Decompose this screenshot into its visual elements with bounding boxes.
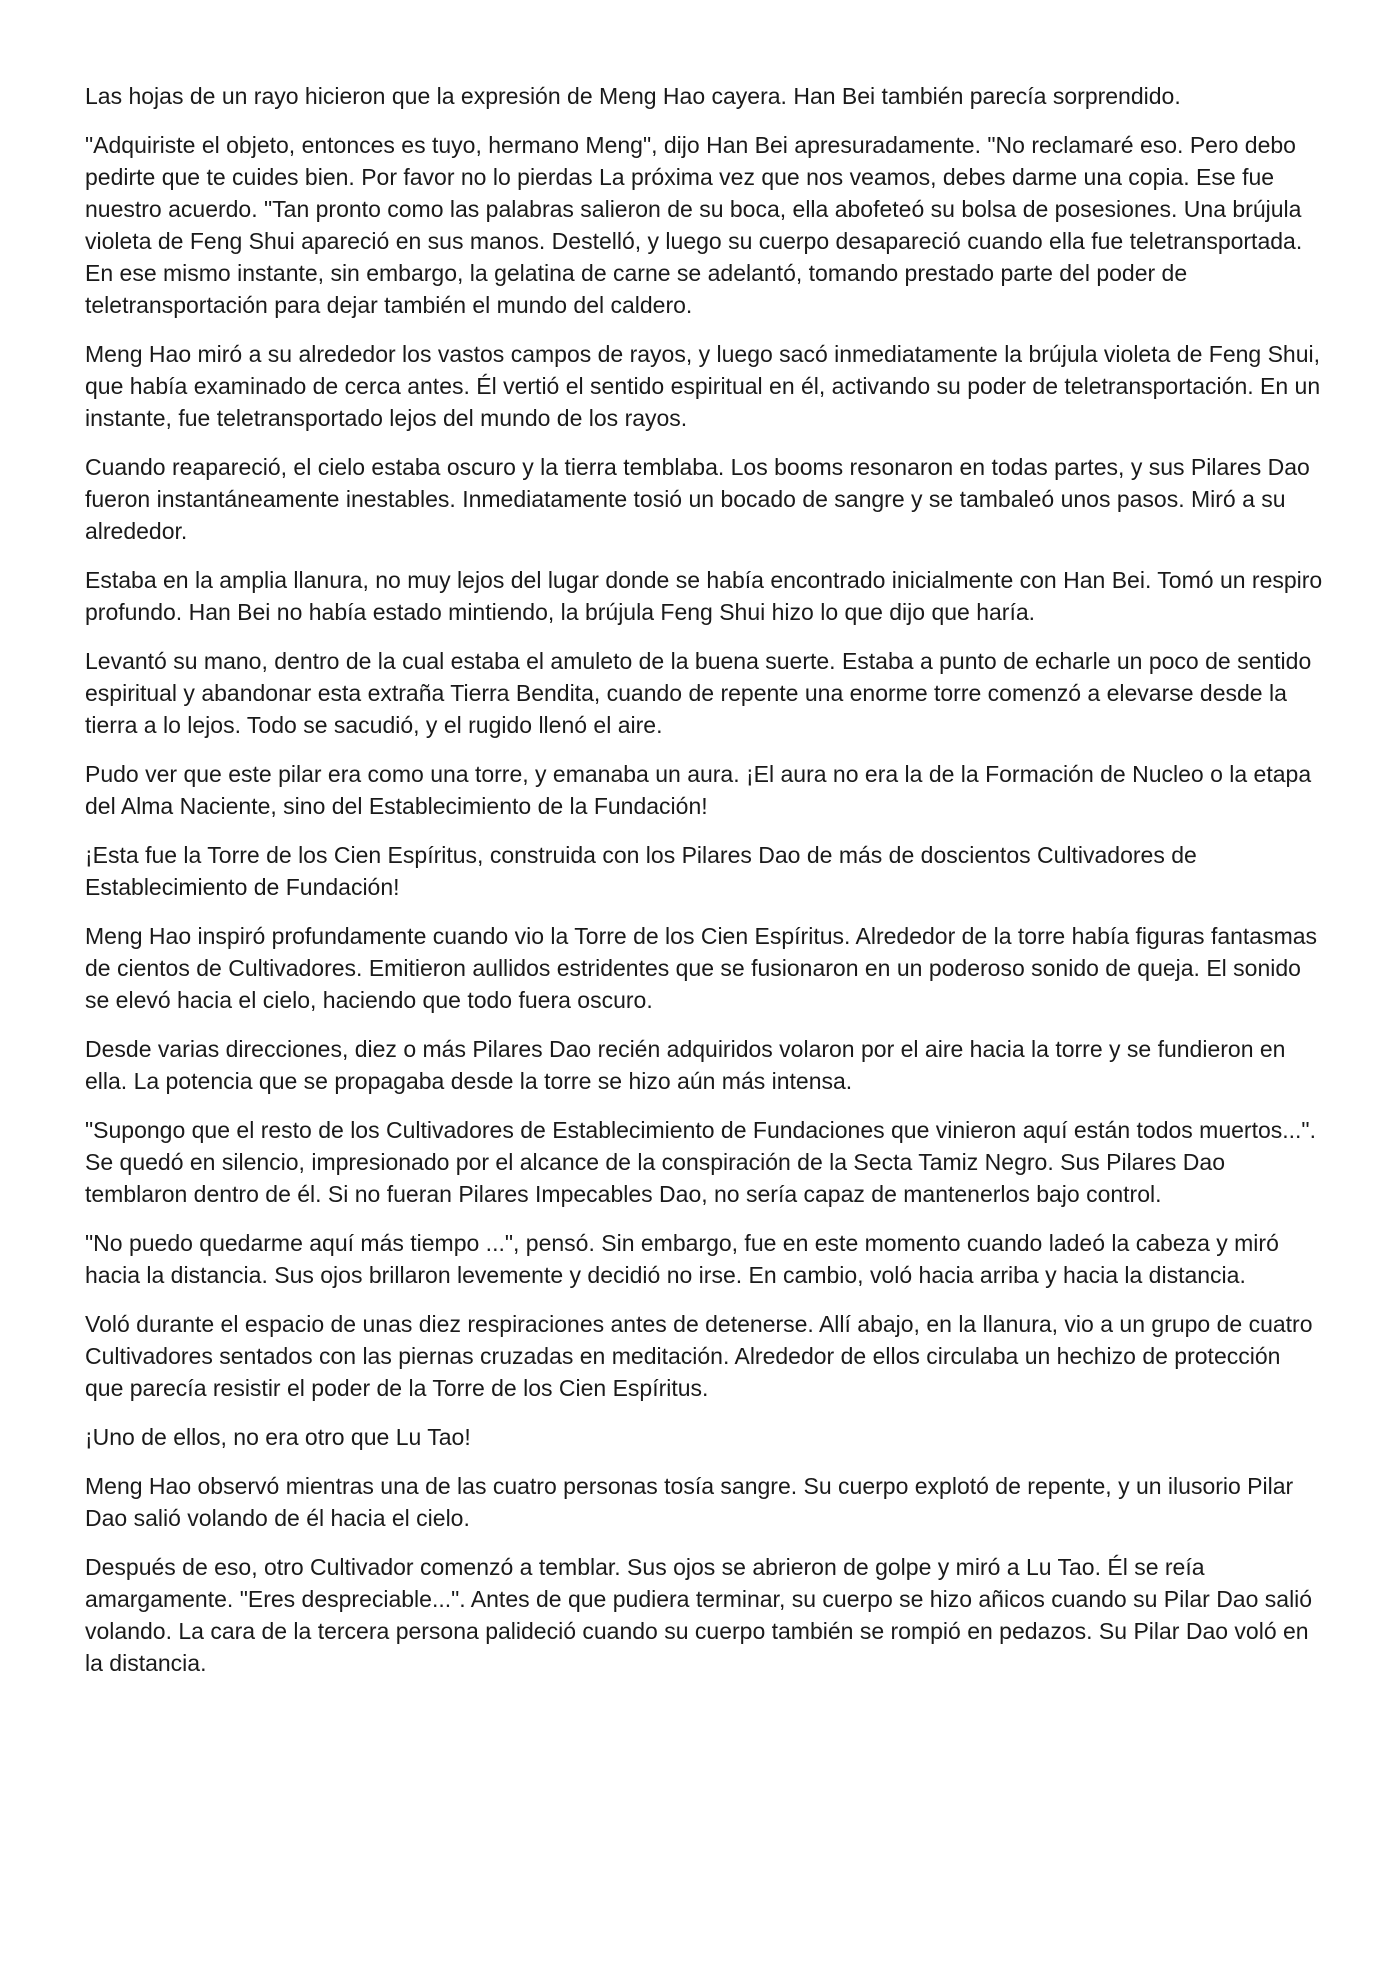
- paragraph-9: Meng Hao inspiró profundamente cuando vio la Torre de los Cien Espíritus. Alrededor de la torre había figuras fantasmas de cientos de Cultivadores. Emitieron aullidos estridentes que se fusionaron en un poderoso sonido de queja. El sonido se elevó hacia el cielo, haciendo que todo fuera oscuro.: [85, 923, 1318, 1013]
- paragraph-14: ¡Uno de ellos, no era otro que Lu Tao!: [85, 1424, 471, 1450]
- paragraph-15: Meng Hao observó mientras una de las cuatro personas tosía sangre. Su cuerpo explotó de repente, y un ilusorio Pilar Dao salió volando de él hacia el cielo.: [85, 1473, 1294, 1531]
- paragraph-13: Voló durante el espacio de unas diez respiraciones antes de detenerse. Allí abajo, en la llanura, vio a un grupo de cuatro Cultivadores sentados con las piernas cruzadas en meditación. Alrededor de ellos circulaba un hechizo de protección que parecía resistir el poder de la Torre de los Cien Espíritus.: [85, 1311, 1313, 1401]
- paragraph-1: Las hojas de un rayo hicieron que la expresión de Meng Hao cayera. Han Bei también parecía sorprendido.: [85, 83, 1181, 109]
- paragraph-11: "Supongo que el resto de los Cultivadores de Establecimiento de Fundaciones que vinieron aquí están todos muertos...". Se quedó en silencio, impresionado por el alcance de la conspiración de la Secta Tamiz Negro. Sus Pilares Dao temblaron dentro de él. Si no fueran Pilares Impecables Dao, no sería capaz de mantenerlos bajo control.: [85, 1117, 1316, 1207]
- paragraph-6: Levantó su mano, dentro de la cual estaba el amuleto de la buena suerte. Estaba a punto de echarle un poco de sentido espiritual y abandonar esta extraña Tierra Bendita, cuando de repente una enorme torre comenzó a elevarse desde la tierra a lo lejos. Todo se sacudió, y el rugido llenó el aire.: [85, 648, 1312, 738]
- document-page: [85, 80, 1325, 1696]
- paragraph-12: "No puedo quedarme aquí más tiempo ...", pensó. Sin embargo, fue en este momento cuando ladeó la cabeza y miró hacia la distancia. Sus ojos brillaron levemente y decidió no irse. En cambio, voló hacia arriba y hacia la distancia.: [85, 1230, 1279, 1288]
- paragraph-7: Pudo ver que este pilar era como una torre, y emanaba un aura. ¡El aura no era la de la Formación de Nucleo o la etapa del Alma Naciente, sino del Establecimiento de la Fundación!: [85, 761, 1312, 819]
- paragraph-5: Estaba en la amplia llanura, no muy lejos del lugar donde se había encontrado inicialmente con Han Bei. Tomó un respiro profundo. Han Bei no había estado mintiendo, la brújula Feng Shui hizo lo que dijo que haría.: [85, 567, 1323, 625]
- paragraph-2: "Adquiriste el objeto, entonces es tuyo, hermano Meng", dijo Han Bei apresuradamente. "No reclamaré eso. Pero debo pedirte que te cuides bien. Por favor no lo pierdas La próxima vez que nos veamos, debes darme una copia. Ese fue nuestro acuerdo. "Tan pronto como las palabras salieron de su boca, ella abofeteó su bolsa de posesiones. Una brújula violeta de Feng Shui apareció en sus manos. Destelló, y luego su cuerpo desapareció cuando ella fue teletransportada. En ese mismo instante, sin embargo, la gelatina de carne se adelantó, tomando prestado parte del poder de teletransportación para dejar también el mundo del caldero.: [85, 132, 1303, 318]
- paragraph-8: ¡Esta fue la Torre de los Cien Espíritus, construida con los Pilares Dao de más de doscientos Cultivadores de Establecimiento de Fundación!: [85, 842, 1197, 900]
- paragraph-16: Después de eso, otro Cultivador comenzó a temblar. Sus ojos se abrieron de golpe y miró a Lu Tao. Él se reía amargamente. "Eres despreciable...". Antes de que pudiera terminar, su cuerpo se hizo añicos cuando su Pilar Dao salió volando. La cara de la tercera persona palideció cuando su cuerpo también se rompió en pedazos. Su Pilar Dao voló en la distancia.: [85, 1554, 1313, 1676]
- paragraph-10: Desde varias direcciones, diez o más Pilares Dao recién adquiridos volaron por el aire hacia la torre y se fundieron en ella. La potencia que se propagaba desde la torre se hizo aún más intensa.: [85, 1036, 1286, 1094]
- paragraph-4: Cuando reapareció, el cielo estaba oscuro y la tierra temblaba. Los booms resonaron en todas partes, y sus Pilares Dao fueron instantáneamente inestables. Inmediatamente tosió un bocado de sangre y se tambaleó unos pasos. Miró a su alrededor.: [85, 454, 1310, 544]
- paragraph-3: Meng Hao miró a su alrededor los vastos campos de rayos, y luego sacó inmediatamente la brújula violeta de Feng Shui, que había examinado de cerca antes. Él vertió el sentido espiritual en él, activando su poder de teletransportación. En un instante, fue teletransportado lejos del mundo de los rayos.: [85, 341, 1321, 431]
